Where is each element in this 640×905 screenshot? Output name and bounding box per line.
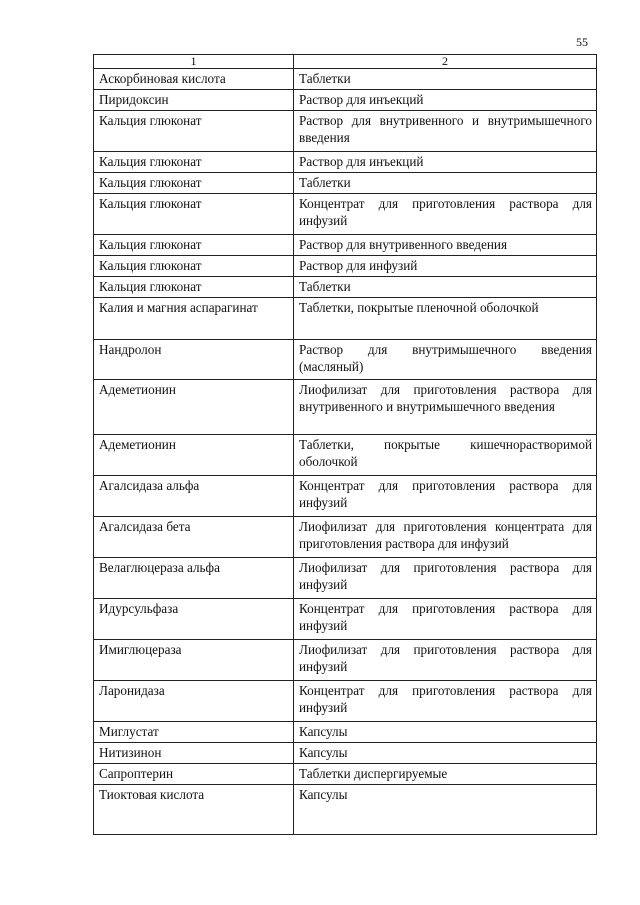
table-row [94, 90, 597, 111]
table-row [94, 681, 597, 722]
table-row [94, 256, 597, 277]
drug-name: Кальция глюконат [94, 277, 294, 298]
dosage-form: Концентрат для приготовления раствора для инфузий [294, 681, 597, 722]
dosage-form: Раствор для инъекций [294, 152, 597, 173]
table-row [94, 298, 597, 340]
drug-name: Имиглюцераза [94, 640, 294, 681]
table-row [94, 173, 597, 194]
column-header-2: 2 [294, 55, 597, 69]
drug-name: Кальция глюконат [94, 111, 294, 152]
drug-name: Велаглюцераза альфа [94, 558, 294, 599]
table-row [94, 743, 597, 764]
dosage-form: Лиофилизат для приготовления раствора для инфузий [294, 558, 597, 599]
dosage-form: Таблетки [294, 277, 597, 298]
drug-name: Миглустат [94, 722, 294, 743]
table-row [94, 194, 597, 235]
drug-name: Ларонидаза [94, 681, 294, 722]
dosage-form: Раствор для инъекций [294, 90, 597, 111]
dosage-form: Капсулы [294, 743, 597, 764]
dosage-form: Лиофилизат для приготовления концентрата для приготовления раствора для инфузий [294, 517, 597, 558]
table-row [94, 476, 597, 517]
table-row [94, 435, 597, 476]
dosage-form: Раствор для внутривенного введения [294, 235, 597, 256]
drug-name: Нитизинон [94, 743, 294, 764]
table-row [94, 517, 597, 558]
table-row [94, 722, 597, 743]
drug-name: Адеметионин [94, 380, 294, 435]
table-row [94, 340, 597, 380]
table-row [94, 558, 597, 599]
table-header-row [94, 55, 597, 69]
dosage-form: Лиофилизат для приготовления раствора для внутривенного и внутримышечного введения [294, 380, 597, 435]
dosage-form: Раствор для внутривенного и внутримышечного введения [294, 111, 597, 152]
drug-name: Кальция глюконат [94, 256, 294, 277]
drug-name: Аскорбиновая кислота [94, 69, 294, 90]
drug-name: Агалсидаза бета [94, 517, 294, 558]
drug-name: Идурсульфаза [94, 599, 294, 640]
drug-name: Кальция глюконат [94, 235, 294, 256]
table-row [94, 640, 597, 681]
dosage-form: Концентрат для приготовления раствора для инфузий [294, 194, 597, 235]
column-header-1: 1 [94, 55, 294, 69]
drug-name: Кальция глюконат [94, 173, 294, 194]
dosage-form: Таблетки, покрытые пленочной оболочкой [294, 298, 597, 340]
table-row [94, 764, 597, 785]
table-row [94, 380, 597, 435]
drug-name: Нандролон [94, 340, 294, 380]
drug-name: Кальция глюконат [94, 194, 294, 235]
dosage-form: Лиофилизат для приготовления раствора для инфузий [294, 640, 597, 681]
table-row [94, 785, 597, 835]
dosage-form: Таблетки [294, 69, 597, 90]
drug-name: Тиоктовая кислота [94, 785, 294, 835]
table-row [94, 69, 597, 90]
page-number: 55 [576, 35, 588, 49]
drug-name: Адеметионин [94, 435, 294, 476]
dosage-form: Раствор для инфузий [294, 256, 597, 277]
table-row [94, 599, 597, 640]
dosage-form: Раствор для внутримышечного введения (масляный) [294, 340, 597, 380]
table-row [94, 277, 597, 298]
drug-name: Сапроптерин [94, 764, 294, 785]
dosage-form: Капсулы [294, 785, 597, 835]
dosage-form: Концентрат для приготовления раствора для инфузий [294, 599, 597, 640]
dosage-form: Капсулы [294, 722, 597, 743]
dosage-form: Таблетки [294, 173, 597, 194]
table-row [94, 111, 597, 152]
table-row [94, 152, 597, 173]
drug-name: Кальция глюконат [94, 152, 294, 173]
drug-name: Калия и магния аспарагинат [94, 298, 294, 340]
drug-name: Пиридоксин [94, 90, 294, 111]
dosage-form: Таблетки, покрытые кишечнорастворимой оболочкой [294, 435, 597, 476]
drug-table [93, 54, 597, 835]
table-row [94, 235, 597, 256]
dosage-form: Концентрат для приготовления раствора для инфузий [294, 476, 597, 517]
drug-name: Агалсидаза альфа [94, 476, 294, 517]
dosage-form: Таблетки диспергируемые [294, 764, 597, 785]
